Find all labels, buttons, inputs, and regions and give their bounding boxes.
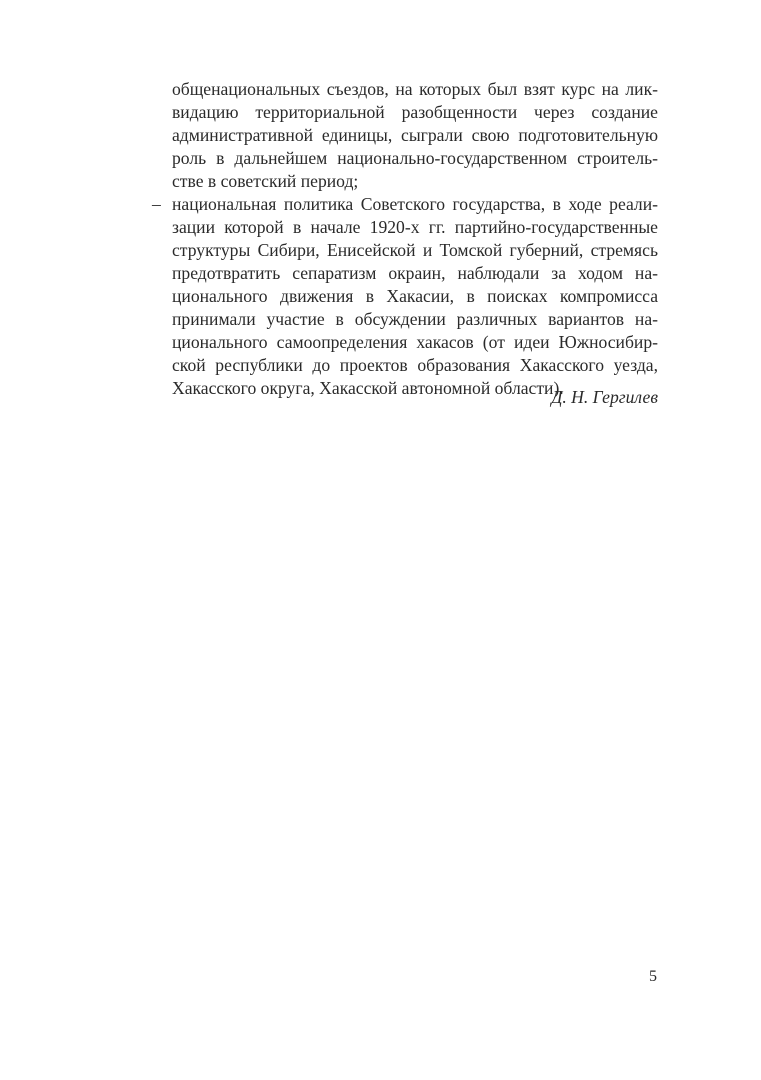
text-line: национальная политика Советского государства, в ходе реали- <box>172 194 658 214</box>
text-line: общенациональных съездов, на которых был взят курс на лик- <box>172 79 658 99</box>
text-line: зации которой в начале 1920-х гг. партийно-государственные <box>172 217 658 237</box>
text-line: видацию территориальной разобщенности через создание <box>172 102 658 122</box>
text-line: ционального движения в Хакасии, в поисках компромисса <box>172 286 658 306</box>
page-number: 5 <box>649 968 657 985</box>
text-line: принимали участие в обсуждении различных вариантов на- <box>172 309 658 329</box>
text-line: Хакасского округа, Хакасской автономной области). <box>172 378 564 398</box>
text-line: структуры Сибири, Енисейской и Томской губерний, стремясь <box>172 240 658 260</box>
text-line: ской республики до проектов образования Хакасского уезда, <box>172 355 658 375</box>
author-signature: Д. Н. Гергилев <box>551 387 658 407</box>
text-line: ционального самоопределения хакасов (от идеи Южносибир- <box>172 332 658 352</box>
text-line: административной единицы, сыграли свою подготовительную <box>172 125 658 145</box>
list-bullet: – <box>152 194 161 214</box>
text-line: роль в дальнейшем национально-государственном строитель- <box>172 148 658 168</box>
text-line: стве в советский период; <box>172 171 359 191</box>
text-line: предотвратить сепаратизм окраин, наблюдали за ходом на- <box>172 263 658 283</box>
